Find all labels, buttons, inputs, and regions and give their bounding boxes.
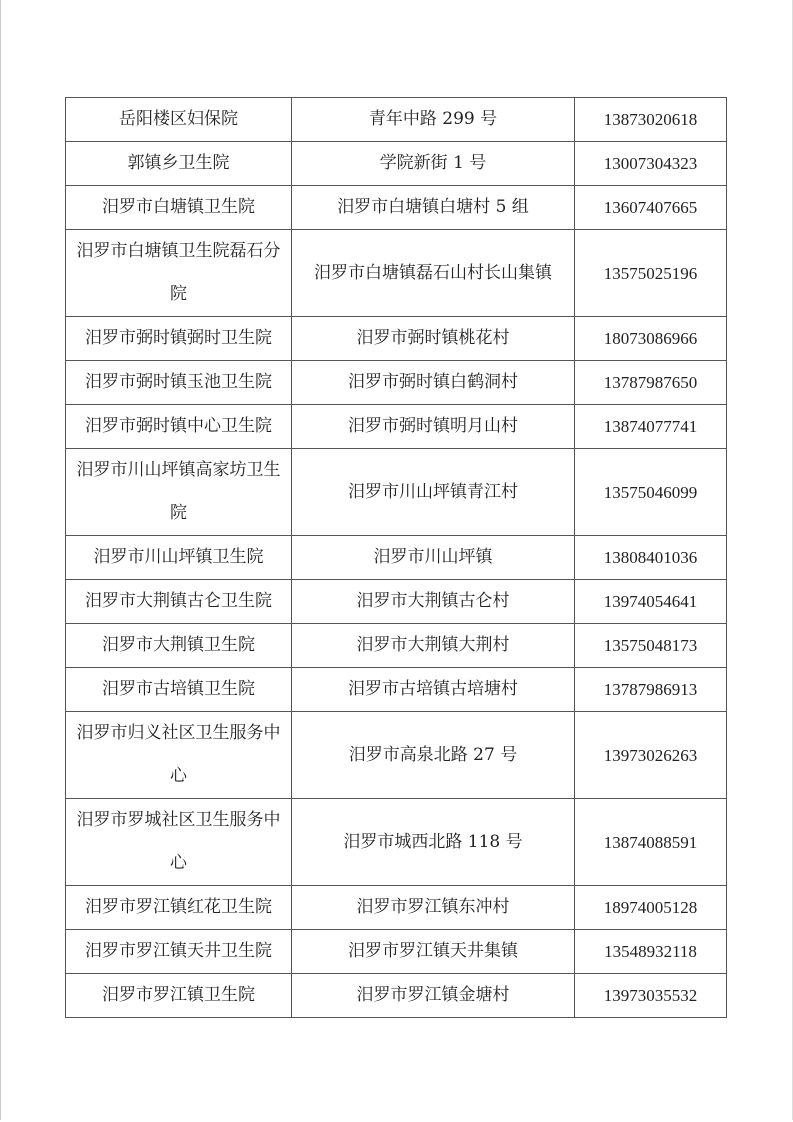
clinic-name-cell: 汨罗市大荆镇卫生院 — [66, 624, 292, 668]
phone-cell: 13874077741 — [575, 405, 727, 449]
phone-cell: 13575046099 — [575, 449, 727, 536]
address-cell: 汨罗市罗江镇金塘村 — [292, 974, 575, 1018]
address-cell: 汨罗市川山坪镇 — [292, 536, 575, 580]
table-row — [66, 930, 727, 974]
clinic-name-cell: 汨罗市弼时镇弼时卫生院 — [66, 317, 292, 361]
clinic-name-cell: 汨罗市白塘镇卫生院磊石分院 — [66, 230, 292, 317]
phone-cell: 13607407665 — [575, 186, 727, 230]
table-row — [66, 361, 727, 405]
phone-cell: 13873020618 — [575, 98, 727, 142]
address-cell: 汨罗市白塘镇白塘村 5 组 — [292, 186, 575, 230]
clinic-name-cell: 汨罗市罗江镇卫生院 — [66, 974, 292, 1018]
phone-cell: 13007304323 — [575, 142, 727, 186]
table-row — [66, 668, 727, 712]
address-cell: 汨罗市大荆镇大荆村 — [292, 624, 575, 668]
phone-cell: 13974054641 — [575, 580, 727, 624]
phone-cell: 18073086966 — [575, 317, 727, 361]
table-row — [66, 317, 727, 361]
clinic-name-cell: 汨罗市弼时镇中心卫生院 — [66, 405, 292, 449]
phone-cell: 13575048173 — [575, 624, 727, 668]
address-cell: 青年中路 299 号 — [292, 98, 575, 142]
table-row — [66, 886, 727, 930]
address-cell: 汨罗市弼时镇白鹤洞村 — [292, 361, 575, 405]
phone-cell: 13575025196 — [575, 230, 727, 317]
phone-cell: 18974005128 — [575, 886, 727, 930]
address-cell: 学院新街 1 号 — [292, 142, 575, 186]
clinic-name-cell: 汨罗市川山坪镇高家坊卫生院 — [66, 449, 292, 536]
clinic-name-cell: 汨罗市罗城社区卫生服务中心 — [66, 799, 292, 886]
phone-cell: 13973035532 — [575, 974, 727, 1018]
clinic-name-cell: 汨罗市白塘镇卫生院 — [66, 186, 292, 230]
phone-cell: 13808401036 — [575, 536, 727, 580]
clinic-name-cell: 汨罗市罗江镇天井卫生院 — [66, 930, 292, 974]
phone-cell: 13787986913 — [575, 668, 727, 712]
table-row — [66, 536, 727, 580]
table-row — [66, 712, 727, 799]
table-row — [66, 624, 727, 668]
clinic-name-cell: 汨罗市归义社区卫生服务中心 — [66, 712, 292, 799]
table-row — [66, 799, 727, 886]
clinic-directory-table — [65, 97, 727, 1018]
phone-cell: 13787987650 — [575, 361, 727, 405]
table-row — [66, 98, 727, 142]
address-cell: 汨罗市川山坪镇青江村 — [292, 449, 575, 536]
table-row — [66, 974, 727, 1018]
table-row — [66, 405, 727, 449]
address-cell: 汨罗市大荆镇古仑村 — [292, 580, 575, 624]
table-row — [66, 230, 727, 317]
address-cell: 汨罗市罗江镇天井集镇 — [292, 930, 575, 974]
address-cell: 汨罗市罗江镇东冲村 — [292, 886, 575, 930]
table-row — [66, 142, 727, 186]
table-row — [66, 186, 727, 230]
address-cell: 汨罗市城西北路 118 号 — [292, 799, 575, 886]
clinic-name-cell: 汨罗市川山坪镇卫生院 — [66, 536, 292, 580]
address-cell: 汨罗市弼时镇明月山村 — [292, 405, 575, 449]
phone-cell: 13548932118 — [575, 930, 727, 974]
clinic-name-cell: 汨罗市古培镇卫生院 — [66, 668, 292, 712]
table-row — [66, 580, 727, 624]
address-cell: 汨罗市白塘镇磊石山村长山集镇 — [292, 230, 575, 317]
table-body — [66, 98, 727, 1018]
address-cell: 汨罗市高泉北路 27 号 — [292, 712, 575, 799]
address-cell: 汨罗市弼时镇桃花村 — [292, 317, 575, 361]
clinic-name-cell: 岳阳楼区妇保院 — [66, 98, 292, 142]
clinic-name-cell: 汨罗市罗江镇红花卫生院 — [66, 886, 292, 930]
clinic-name-cell: 汨罗市大荆镇古仑卫生院 — [66, 580, 292, 624]
clinic-name-cell: 汨罗市弼时镇玉池卫生院 — [66, 361, 292, 405]
table-row — [66, 449, 727, 536]
phone-cell: 13874088591 — [575, 799, 727, 886]
clinic-name-cell: 郭镇乡卫生院 — [66, 142, 292, 186]
phone-cell: 13973026263 — [575, 712, 727, 799]
address-cell: 汨罗市古培镇古培塘村 — [292, 668, 575, 712]
